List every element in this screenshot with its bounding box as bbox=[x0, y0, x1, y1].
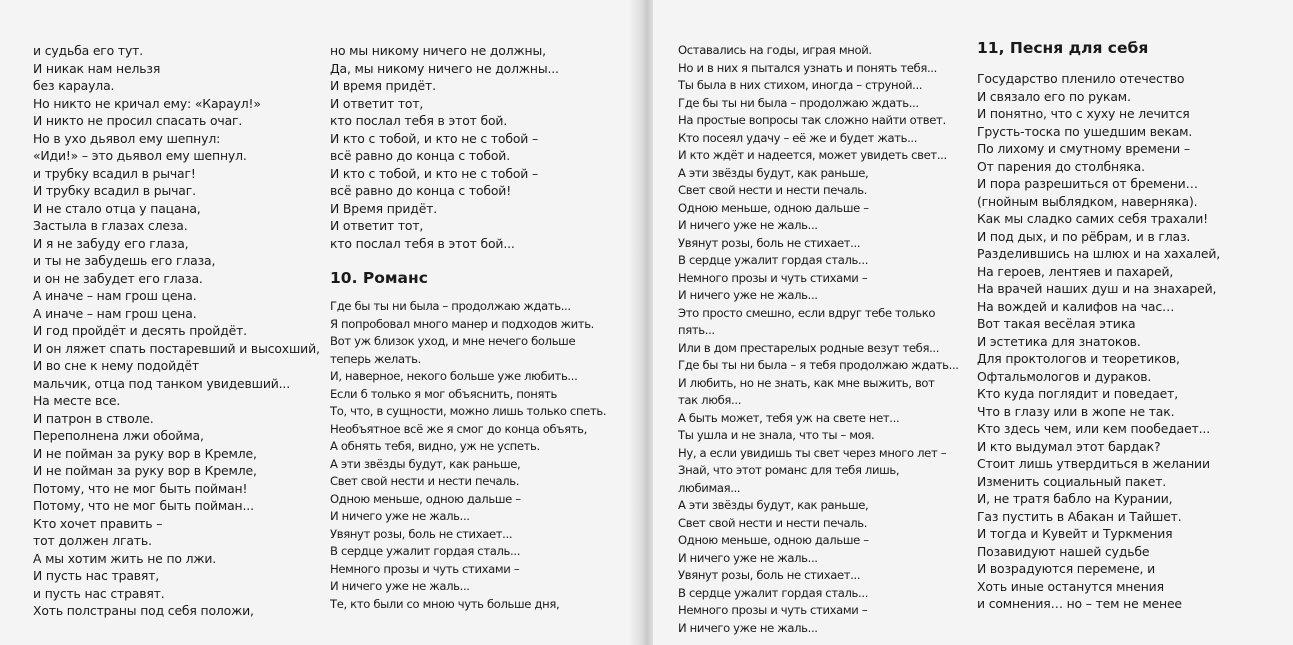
lyric-line: и сомнения… но – тем не менее bbox=[977, 596, 1182, 611]
lyric-line: И любить, но не знать, как мне выжить, вот bbox=[678, 375, 935, 390]
lyric-line: На героев, лентяев и пахарей, bbox=[977, 263, 1174, 279]
lyric-line: И никак нам нельзя bbox=[33, 60, 161, 76]
lyric-line: кто послал тебя в этот бой. bbox=[330, 113, 508, 128]
lyric-line: Немного прозы и чуть стихами – bbox=[330, 561, 520, 576]
lyric-line: и ты не забудешь его глаза, bbox=[33, 253, 216, 268]
lyric-line: И ничего уже не жаль... bbox=[678, 218, 818, 232]
lyric-line: В сердце ужалит гордая сталь... bbox=[678, 253, 869, 267]
lyric-line: По лихому и смутному времени – bbox=[977, 141, 1190, 156]
lyric-line: И кто выдумал этот бардак? bbox=[977, 438, 1161, 454]
lyric-line: А иначе – нам грош цена. bbox=[33, 288, 197, 303]
lyric-line: И не стало отца у пацана, bbox=[33, 200, 201, 216]
lyric-line: Свет свой нести и нести печаль. bbox=[678, 515, 868, 530]
lyric-line: любимая... bbox=[678, 480, 741, 495]
lyric-line: Офтальмологов и дураков. bbox=[977, 368, 1152, 384]
lyric-line: И Время придёт. bbox=[330, 200, 438, 216]
lyric-line: всё равно до конца с тобой! bbox=[330, 183, 512, 198]
lyric-line: Грусть-тоска по ушедшим векам. bbox=[977, 123, 1193, 139]
lyric-line: и судьба его тут. bbox=[33, 43, 143, 58]
lyric-line: На месте все. bbox=[33, 393, 121, 408]
lyric-line: Но в ухо дьявол ему шепнул: bbox=[33, 130, 221, 146]
lyric-line: И год пройдёт и десять пройдёт. bbox=[33, 323, 247, 338]
lyric-line: Газ пустить в Абакан и Тайшет. bbox=[977, 508, 1182, 524]
lyric-line: Вот уж близок уход, и мне нечего больше bbox=[330, 334, 576, 348]
lyric-line: Кто здесь чем, или кем пообедает... bbox=[977, 421, 1210, 436]
lyric-line: А обнять тебя, видно, уж не успеть. bbox=[330, 439, 540, 453]
lyric-line: Для проктологов и теоретиков, bbox=[977, 351, 1180, 366]
lyric-line: мальчик, отца под танком увидевший... bbox=[33, 375, 291, 391]
lyric-line: Но и в них я пытался узнать и понять тебя... bbox=[678, 60, 937, 75]
lyric-line: (гнойным выблядком, наверняка). bbox=[977, 193, 1198, 209]
lyric-line: Где бы ты ни была – я тебя продолжаю ждать... bbox=[678, 358, 959, 372]
lyric-line: И ничего уже не жаль... bbox=[678, 620, 818, 635]
lyric-line: Что в глазу или в жопе не так. bbox=[977, 403, 1175, 419]
lyric-line: Кто посеял удачу – её же и будет жать... bbox=[678, 130, 918, 145]
lyric-line: И время придёт. bbox=[330, 78, 436, 93]
lyric-line: Вот такая весёлая этика bbox=[977, 316, 1136, 331]
lyric-line: Знай, что этот романс для тебя лишь, bbox=[678, 463, 900, 477]
lyric-line: И кто ждёт и надеется, может увидеть свет... bbox=[678, 148, 947, 162]
lyric-line: и пусть нас стравят. bbox=[33, 585, 165, 601]
lyric-line: Увянут розы, боль не стихает... bbox=[678, 235, 861, 250]
lyric-line: И во сне к нему подойдёт bbox=[33, 358, 199, 373]
lyric-line: Или в дом престарелых родные везут тебя... bbox=[678, 340, 940, 355]
lyric-line: То, что, в сущности, можно лишь только спеть. bbox=[330, 404, 607, 418]
lyric-line: всё равно до конца с тобой. bbox=[330, 148, 510, 163]
lyric-line: Где бы ты ни была – продолжаю ждать... bbox=[678, 95, 919, 110]
left-page bbox=[0, 0, 640, 645]
lyric-line: Где бы ты ни была – продолжаю ждать... bbox=[330, 299, 571, 313]
lyric-line: А эти звёзды будут, как раньше, bbox=[678, 165, 869, 180]
lyric-line: И ничего уже не жаль... bbox=[330, 509, 470, 523]
lyric-line: Если б только я мог объяснить, понять bbox=[330, 386, 558, 401]
lyric-line: И ничего уже не жаль... bbox=[678, 550, 818, 565]
lyric-line: Да, мы никому ничего не должны... bbox=[330, 60, 559, 76]
lyric-line: Необъятное всё же я смог до конца объять, bbox=[330, 421, 587, 436]
lyric-line: И не пойман за руку вор в Кремле, bbox=[33, 445, 257, 461]
lyric-line: но мы никому ничего не должны, bbox=[330, 43, 546, 58]
lyric-line: Государство пленило отечество bbox=[977, 71, 1185, 86]
lyric-line: И под дых, и по рёбрам, и в глаз. bbox=[977, 228, 1191, 244]
lyric-line: И, не тратя бабло на Курании, bbox=[977, 491, 1173, 506]
lyric-line: Увянут розы, боль не стихает... bbox=[678, 568, 861, 582]
lyric-line: А иначе – нам грош цена. bbox=[33, 305, 197, 321]
lyric-line: Те, кто были со мною чуть больше дня, bbox=[330, 596, 560, 611]
lyric-line: А эти звёзды будут, как раньше, bbox=[330, 456, 521, 471]
lyric-line: На простые вопросы так сложно найти ответ. bbox=[678, 113, 946, 127]
lyric-line: И пусть нас травят, bbox=[33, 568, 160, 583]
lyric-line: На врачей наших душ и на знахарей, bbox=[977, 281, 1217, 296]
song-heading-10: 10. Романс bbox=[330, 269, 428, 287]
lyric-line: Свет свой нести и нести печаль. bbox=[330, 474, 520, 488]
lyric-line: И, наверное, некого больше уже любить... bbox=[330, 369, 578, 383]
lyric-line: И я не забуду его глаза, bbox=[33, 235, 189, 251]
lyric-line: Немного прозы и чуть стихами – bbox=[678, 270, 868, 285]
lyric-line: Свет свой нести и нести печаль. bbox=[678, 183, 868, 197]
lyric-line: А быть может, тебя уж на свете нет... bbox=[678, 410, 900, 425]
lyric-line: А мы хотим жить не по лжи. bbox=[33, 550, 217, 566]
lyric-line: Стоит лишь утвердиться в желании bbox=[977, 456, 1210, 471]
right-page bbox=[653, 0, 1293, 645]
lyric-line: Изменить социальный пакет. bbox=[977, 473, 1167, 489]
lyric-line: И пора разрешиться от бремени… bbox=[977, 176, 1198, 191]
lyric-line: И кто с тобой, и кто не с тобой – bbox=[330, 165, 539, 181]
lyric-line: Застыла в глазах слеза. bbox=[33, 218, 188, 233]
lyric-line: И тогда и Кувейт и Туркмения bbox=[977, 526, 1173, 541]
lyric-line: и трубку всадил в рычаг! bbox=[33, 165, 196, 181]
lyric-line: В сердце ужалит гордая сталь... bbox=[678, 585, 869, 600]
left-page-column-2 bbox=[330, 42, 630, 613]
lyric-line: без караула. bbox=[33, 78, 115, 93]
lyric-line: теперь желать. bbox=[330, 351, 421, 366]
lyric-line: И ответит тот, bbox=[330, 218, 424, 233]
lyric-line: Но никто не кричал ему: «Караул!» bbox=[33, 95, 261, 111]
lyric-line: Разделившись на шлюх и на хахалей, bbox=[977, 246, 1221, 261]
lyric-line: От парения до столбняка. bbox=[977, 158, 1145, 174]
lyric-line: И патрон в стволе. bbox=[33, 410, 154, 426]
lyric-line: Ты ушла и не знала, что ты – моя. bbox=[678, 428, 875, 442]
lyric-line: Это просто смешно, если вдруг тебе только bbox=[678, 305, 936, 320]
lyric-line: И он ляжет спать постаревший и высохший, bbox=[33, 340, 320, 356]
lyric-line: Оставались на годы, играя мной. bbox=[678, 43, 872, 57]
lyric-line: На вождей и калифов на час… bbox=[977, 298, 1175, 314]
lyric-line: Переполнена лжи обойма, bbox=[33, 428, 204, 443]
lyric-line: «Иди!» – это дьявол ему шепнул. bbox=[33, 148, 247, 163]
lyric-line: И возрадуются перемене, и bbox=[977, 561, 1155, 576]
lyric-line: Хоть полстраны под себя положи, bbox=[33, 603, 254, 618]
lyric-line: Одною меньше, одною дальше – bbox=[678, 200, 869, 215]
lyric-line: Я попробовал много манер и подходов жить. bbox=[330, 316, 595, 331]
lyric-line: Кто куда поглядит и поведает, bbox=[977, 386, 1178, 401]
lyric-line: И понятно, что с хуху не лечится bbox=[977, 106, 1190, 121]
lyric-line: Одною меньше, одною дальше – bbox=[678, 533, 869, 547]
lyric-line: И ничего уже не жаль... bbox=[330, 579, 470, 593]
lyric-line: И эстетика для знатоков. bbox=[977, 333, 1141, 349]
lyric-line: кто послал тебя в этот бой... bbox=[330, 235, 515, 251]
lyric-line: И трубку всадил в рычаг. bbox=[33, 183, 196, 198]
lyric-line: Потому, что не мог быть пойман... bbox=[33, 498, 254, 513]
lyric-line: Ну, а если увидишь ты свет через много лет – bbox=[678, 445, 947, 460]
lyric-line: Хоть иные останутся мнения bbox=[977, 578, 1164, 594]
lyric-line: Одною меньше, одною дальше – bbox=[330, 491, 521, 506]
lyric-line: И связало его по рукам. bbox=[977, 88, 1131, 104]
lyric-line: Как мы сладко самих себя трахали! bbox=[977, 211, 1208, 226]
lyric-line: и он не забудет его глаза. bbox=[33, 270, 203, 286]
right-page-column-2 bbox=[977, 39, 1277, 613]
lyric-line: Ты была в них стихом, иногда – струной... bbox=[678, 78, 923, 92]
lyric-line: А эти звёзды будут, как раньше, bbox=[678, 498, 869, 512]
lyric-line: И кто с тобой, и кто не с тобой – bbox=[330, 130, 539, 146]
lyric-line: И не пойман за руку вор в Кремле, bbox=[33, 463, 257, 478]
lyric-line: В сердце ужалит гордая сталь... bbox=[330, 544, 521, 558]
lyric-line: И ничего уже не жаль... bbox=[678, 288, 818, 302]
lyric-line: тот должен лгать. bbox=[33, 533, 152, 548]
lyric-line: Немного прозы и чуть стихами – bbox=[678, 603, 868, 617]
lyric-line: так любя... bbox=[678, 393, 742, 407]
left-page-column-1 bbox=[33, 42, 318, 620]
lyric-line: Позавидуют нашей судьбе bbox=[977, 543, 1150, 559]
song-heading-11: 11, Песня для себя bbox=[977, 39, 1149, 57]
lyric-line: И никто не просил спасать очаг. bbox=[33, 113, 243, 128]
lyric-line: Кто хочет править – bbox=[33, 515, 163, 531]
lyric-line: пять... bbox=[678, 323, 715, 337]
lyric-line: И ответит тот, bbox=[330, 95, 424, 111]
right-page-column-1 bbox=[678, 42, 978, 637]
lyric-line: Потому, что не мог быть пойман! bbox=[33, 480, 248, 496]
lyric-line: Увянут розы, боль не стихает... bbox=[330, 526, 513, 541]
